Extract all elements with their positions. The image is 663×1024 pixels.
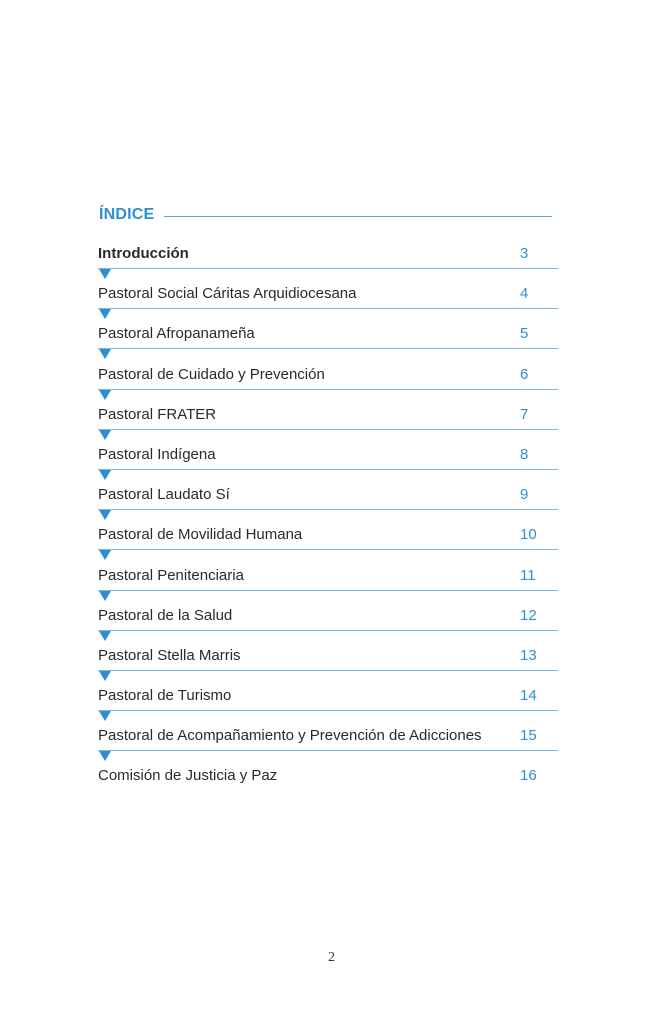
triangle-marker-icon [99, 631, 111, 641]
toc-entry-title: Pastoral FRATER [98, 405, 217, 423]
toc-entry-page: 9 [520, 486, 529, 504]
triangle-marker-icon [99, 751, 111, 761]
toc-entry-page: 14 [520, 687, 537, 705]
divider [98, 509, 558, 510]
toc-entry-page: 5 [520, 325, 529, 343]
triangle-marker-icon [99, 711, 111, 721]
toc-entry[interactable] [98, 403, 558, 443]
divider [98, 549, 558, 550]
toc-entry[interactable] [98, 684, 558, 724]
toc-entry-page: 16 [520, 767, 537, 785]
toc-entry-page: 4 [520, 285, 529, 303]
toc-entry[interactable] [98, 282, 558, 322]
toc-entry[interactable] [98, 443, 558, 483]
heading-rule [164, 216, 552, 217]
toc-entry-title: Comisión de Justicia y Paz [98, 767, 278, 785]
toc-entry[interactable] [98, 483, 558, 523]
toc-entry-page: 6 [520, 365, 529, 383]
toc-entry-title: Pastoral de Movilidad Humana [98, 526, 303, 544]
triangle-marker-icon [99, 591, 111, 601]
toc-entry-title: Pastoral de Acompañamiento y Prevención de Adicciones [98, 727, 482, 745]
toc-entry-page: 13 [520, 646, 537, 664]
triangle-marker-icon [99, 510, 111, 520]
divider [98, 348, 558, 349]
divider [98, 389, 558, 390]
toc-heading [99, 204, 552, 226]
toc-entry[interactable] [98, 604, 558, 644]
toc-entry-title: Introducción [98, 245, 189, 262]
toc-entry-title: Pastoral de Cuidado y Prevención [98, 365, 325, 383]
divider [98, 670, 558, 671]
toc-entry-title: Pastoral de Turismo [98, 687, 232, 705]
triangle-marker-icon [99, 309, 111, 319]
triangle-marker-icon [99, 430, 111, 440]
toc-entry-title: Pastoral Penitenciaria [98, 566, 244, 584]
divider [98, 710, 558, 711]
toc-title: ÍNDICE [99, 206, 155, 223]
toc-entry-title: Pastoral Afropanameña [98, 325, 255, 343]
toc-entry[interactable] [98, 724, 558, 764]
triangle-marker-icon [99, 269, 111, 279]
divider [98, 268, 558, 269]
toc-entry-page: 11 [520, 566, 536, 584]
divider [98, 429, 558, 430]
triangle-marker-icon [99, 349, 111, 359]
triangle-marker-icon [99, 390, 111, 400]
divider [98, 308, 558, 309]
toc-entry-title: Pastoral de la Salud [98, 606, 233, 624]
page-number: 2 [328, 950, 335, 965]
toc-entry-title: Pastoral Social Cáritas Arquidiocesana [98, 285, 357, 303]
toc-entry-page: 10 [520, 526, 537, 544]
toc-entry-page: 3 [520, 245, 529, 262]
toc-entry-title: Pastoral Laudato Sí [98, 486, 230, 504]
table-of-contents [98, 242, 558, 805]
toc-entry[interactable] [98, 363, 558, 403]
triangle-marker-icon [99, 470, 111, 480]
toc-entry-page: 7 [520, 405, 529, 423]
divider [98, 469, 558, 470]
triangle-marker-icon [99, 550, 111, 560]
toc-entry[interactable] [98, 644, 558, 684]
toc-entry-page: 15 [520, 727, 537, 745]
divider [98, 590, 558, 591]
toc-entry-title: Pastoral Stella Marris [98, 646, 241, 664]
toc-entry[interactable] [98, 242, 558, 282]
toc-entry-page: 12 [520, 606, 537, 624]
toc-entry[interactable] [98, 564, 558, 604]
toc-entry[interactable] [98, 322, 558, 362]
toc-entry-title: Pastoral Indígena [98, 445, 216, 463]
divider [98, 750, 558, 751]
toc-entry[interactable] [98, 523, 558, 563]
divider [98, 630, 558, 631]
triangle-marker-icon [99, 671, 111, 681]
toc-entry-page: 8 [520, 445, 529, 463]
toc-entry[interactable] [98, 764, 558, 804]
